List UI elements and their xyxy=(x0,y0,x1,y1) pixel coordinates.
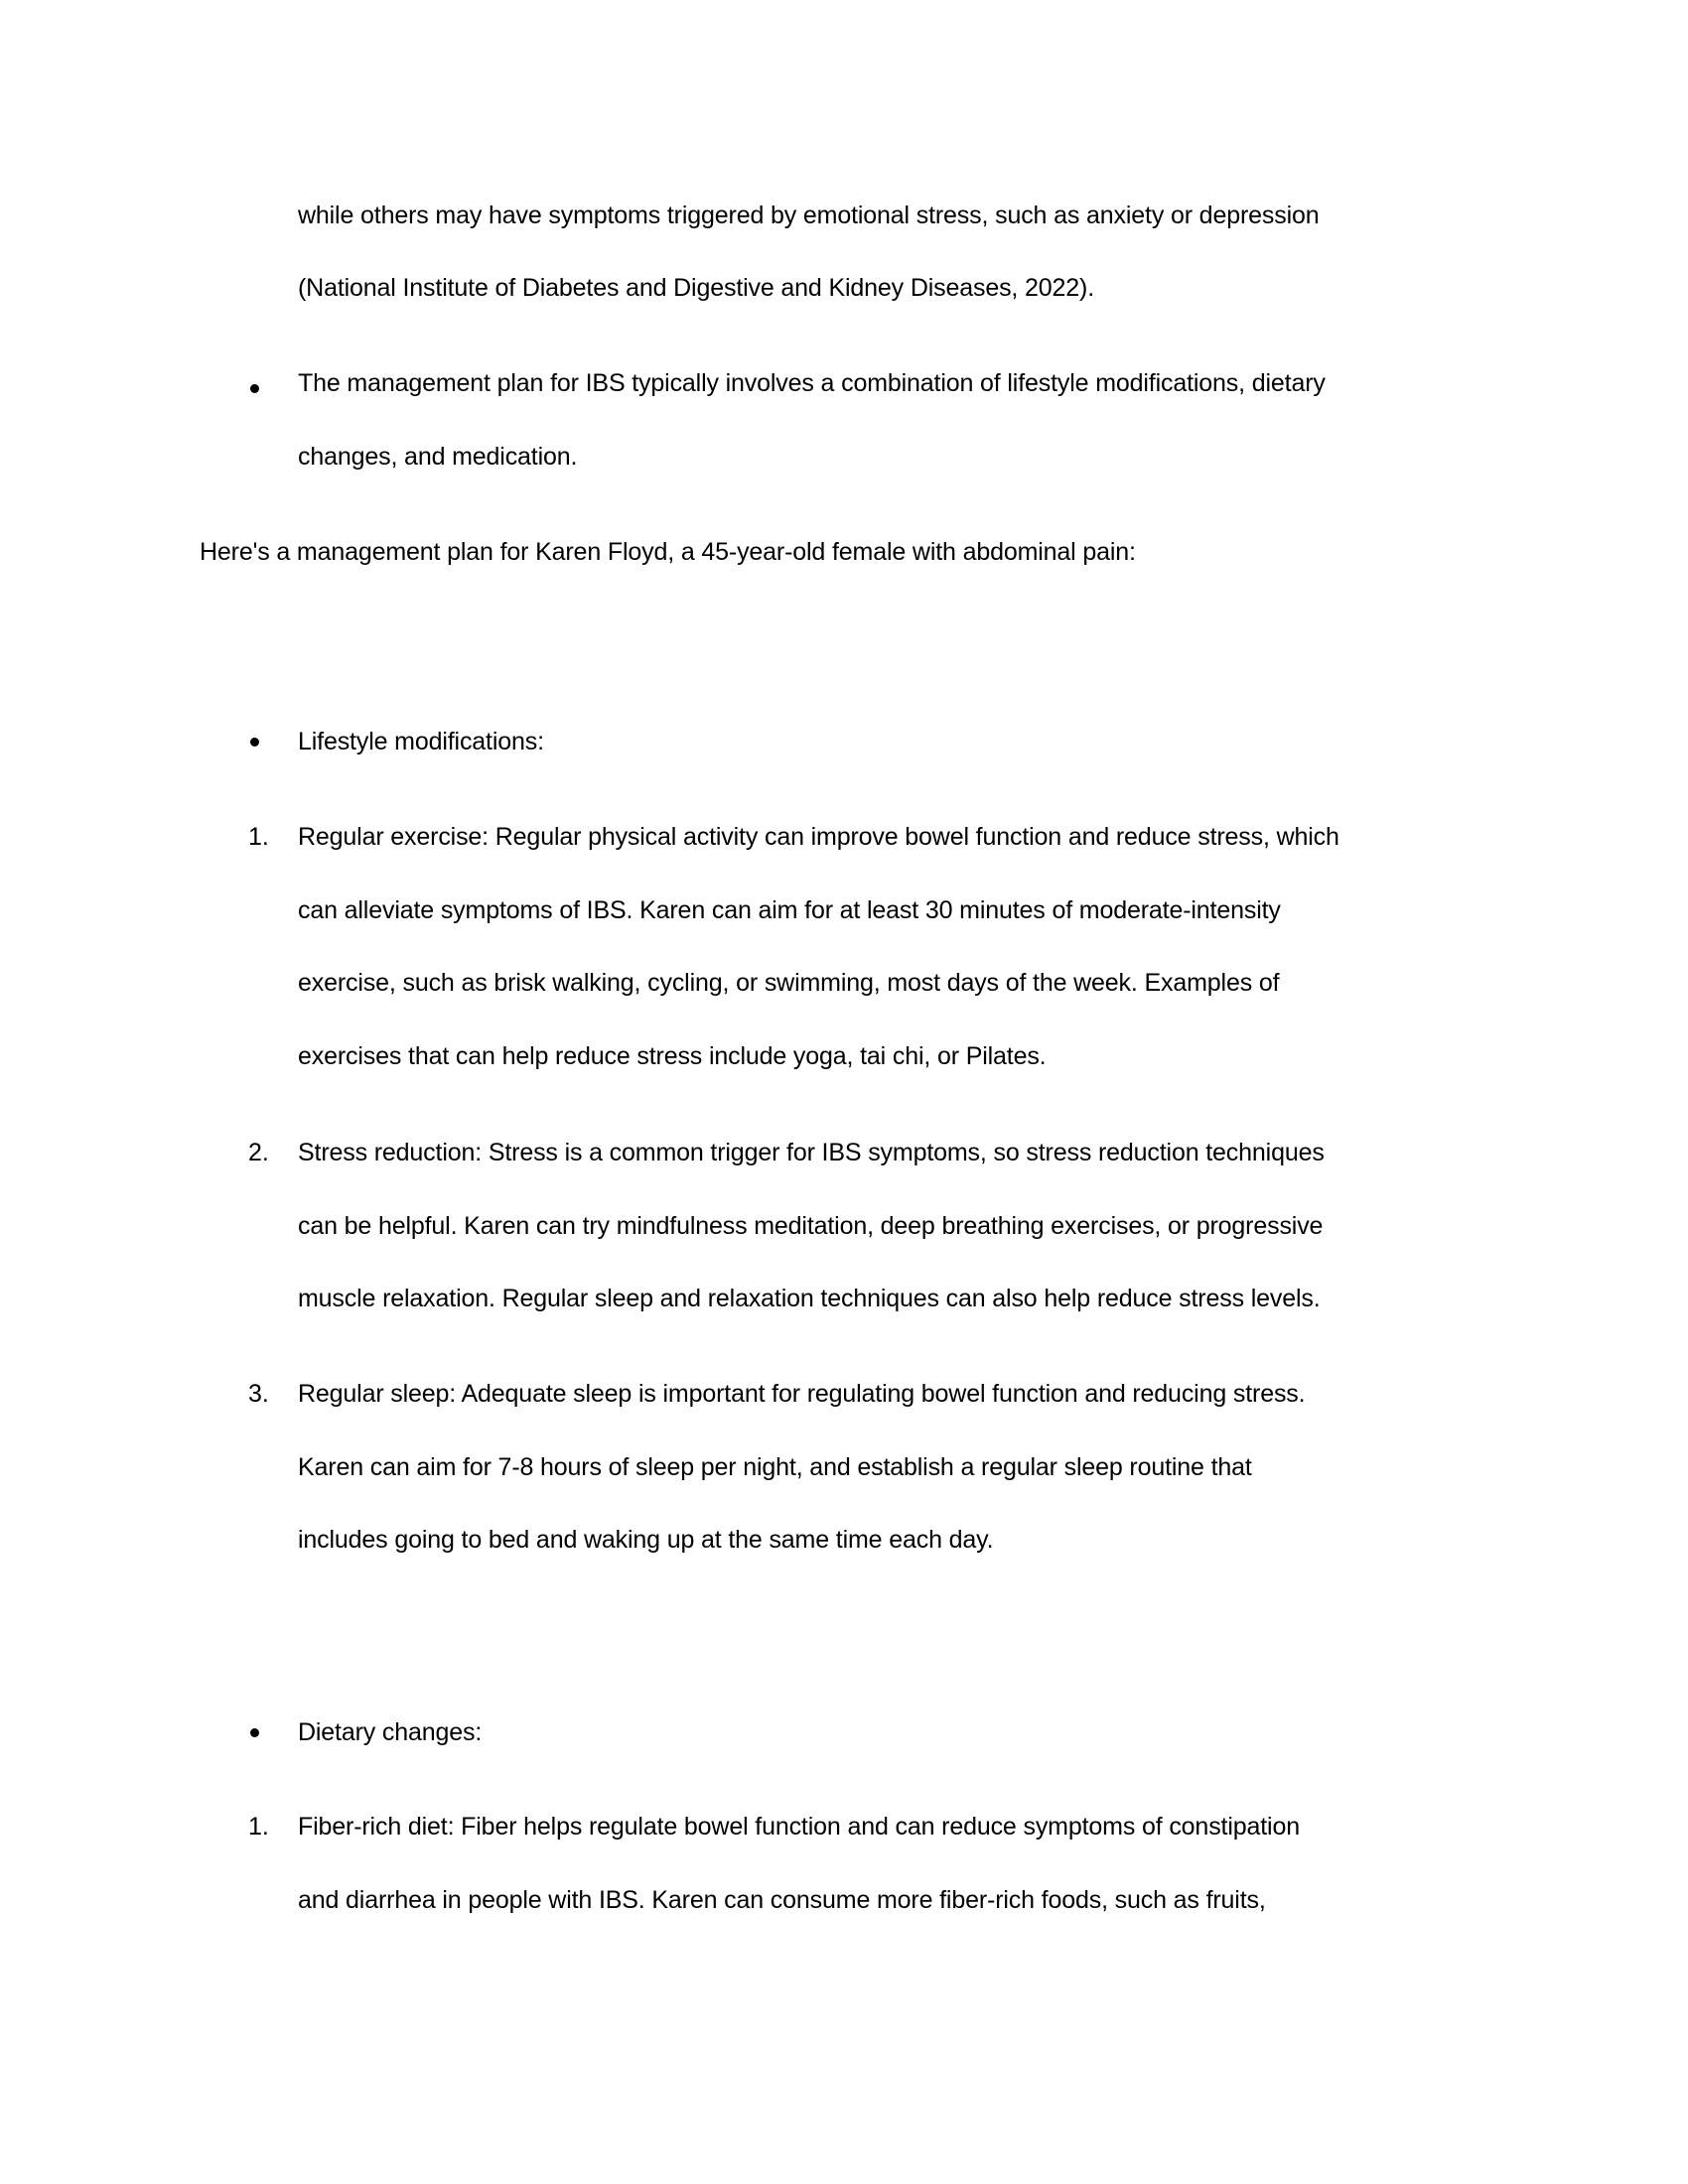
list-item-line: exercise, such as brisk walking, cycling, or swimming, most days of the week. Examples of xyxy=(298,969,1280,997)
management-plan-line-2: changes, and medication. xyxy=(298,443,578,471)
bullet-icon xyxy=(250,384,259,393)
management-plan-line-1: The management plan for IBS typically involves a combination of lifestyle modifications, dietary xyxy=(298,369,1326,397)
list-item-line: includes going to bed and waking up at the same time each day. xyxy=(298,1526,994,1554)
bullet-icon xyxy=(250,1728,259,1737)
section-heading-lifestyle: Lifestyle modifications: xyxy=(298,728,544,755)
list-item-line: can be helpful. Karen can try mindfulness meditation, deep breathing exercises, or progressive xyxy=(298,1212,1324,1240)
list-item-line: exercises that can help reduce stress include yoga, tai chi, or Pilates. xyxy=(298,1042,1047,1070)
list-item-line: Karen can aim for 7-8 hours of sleep per night, and establish a regular sleep routine that xyxy=(298,1453,1252,1481)
section-heading-dietary: Dietary changes: xyxy=(298,1718,483,1746)
continuation-line-2: (National Institute of Diabetes and Digestive and Kidney Diseases, 2022). xyxy=(298,274,1095,302)
continuation-line-1: while others may have symptoms triggered by emotional stress, such as anxiety or depression xyxy=(298,202,1320,229)
list-item-line: muscle relaxation. Regular sleep and relaxation techniques can also help reduce stress levels. xyxy=(298,1285,1321,1312)
list-number: 1. xyxy=(248,823,269,851)
list-item-line: Regular sleep: Adequate sleep is important for regulating bowel function and reducing stress. xyxy=(298,1380,1306,1408)
list-number: 3. xyxy=(248,1380,269,1408)
list-item-line: Regular exercise: Regular physical activity can improve bowel function and reduce stress, which xyxy=(298,823,1339,851)
intro-paragraph: Here's a management plan for Karen Floyd, a 45-year-old female with abdominal pain: xyxy=(200,538,1136,566)
list-number: 1. xyxy=(248,1813,269,1841)
list-item-line: Stress reduction: Stress is a common trigger for IBS symptoms, so stress reduction techniques xyxy=(298,1139,1325,1166)
bullet-icon xyxy=(250,738,259,747)
list-item-line: can alleviate symptoms of IBS. Karen can aim for at least 30 minutes of moderate-intensity xyxy=(298,896,1281,924)
list-number: 2. xyxy=(248,1139,269,1166)
list-item-line: Fiber-rich diet: Fiber helps regulate bowel function and can reduce symptoms of constipation xyxy=(298,1813,1300,1841)
list-item-line: and diarrhea in people with IBS. Karen can consume more fiber-rich foods, such as fruits, xyxy=(298,1886,1266,1914)
